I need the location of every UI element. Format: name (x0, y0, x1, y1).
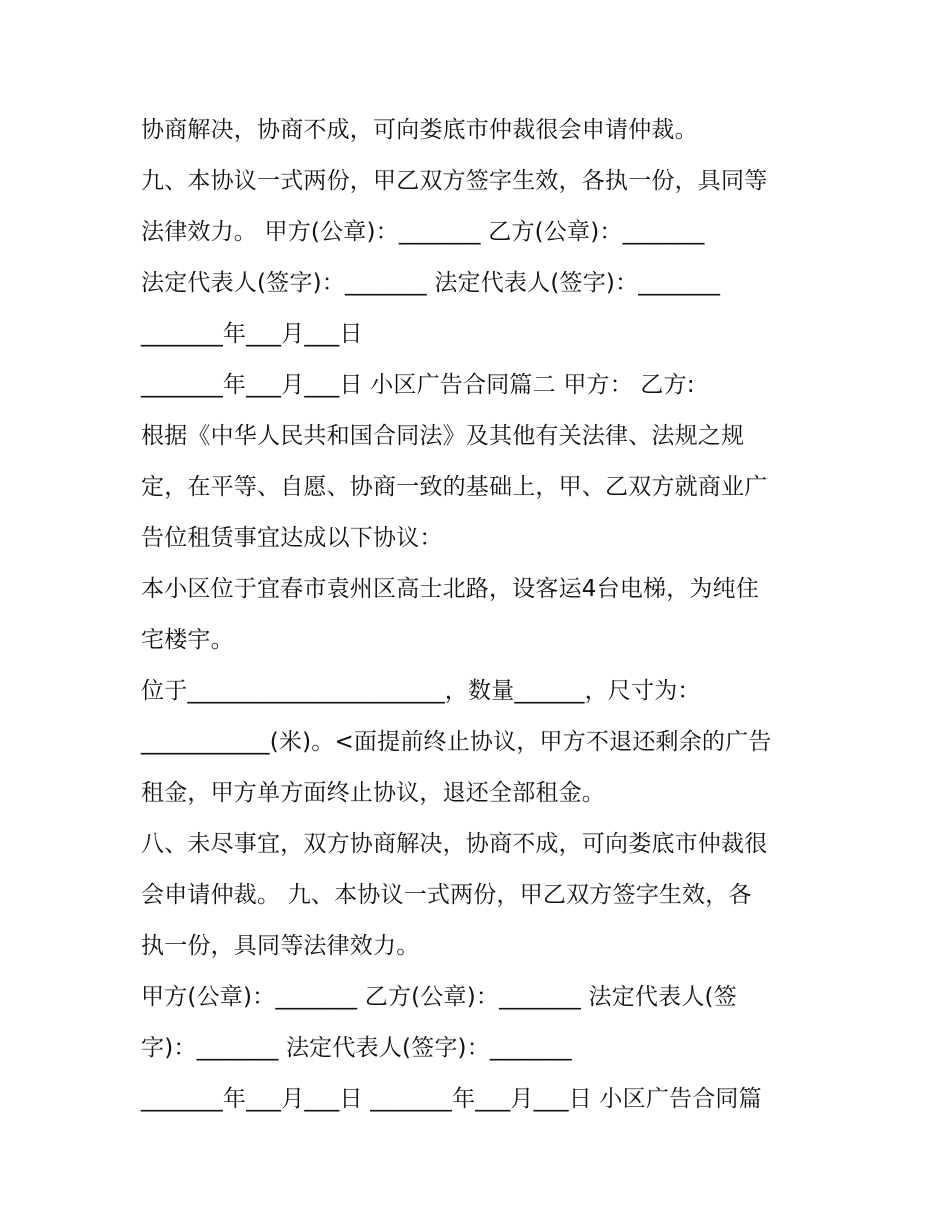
text-line: 会申请仲裁。 九、本协议一式两份，甲乙双方签字生效，各 (141, 882, 752, 908)
text-line: _______年___月___日 _______年___月___日 小区广告合同篇 (141, 1086, 762, 1112)
text-line: 定，在平等、自愿、协商一致的基础上，甲、乙双方就商业广 (141, 474, 768, 500)
text-line: 甲方(公章)：_______ 乙方(公章)：_______ 法定代表人(签 (141, 984, 737, 1010)
text-line: 八、未尽事宜，双方协商解决，协商不成，可向娄底市仲裁很 (141, 831, 768, 857)
text-line: 协商解决，协商不成，可向娄底市仲裁很会申请仲裁。 (141, 117, 698, 143)
text-line: 执一份，具同等法律效力。 (141, 933, 420, 959)
text-line: 租金，甲方单方面终止协议，退还全部租金。 (141, 780, 605, 806)
text-line: ___________(米)。<面提前终止协议，甲方不退还剩余的广告 (141, 729, 772, 755)
text-line: 字)：_______ 法定代表人(签字)：_______ (141, 1035, 572, 1061)
text-line: 根据《中华人民共和国合同法》及其他有关法律、法规之规 (141, 423, 745, 449)
text-line: _______年___月___日 小区广告合同篇二 甲方： 乙方: (141, 372, 695, 398)
text-line: 九、本协议一式两份，甲乙双方签字生效，各执一份，具同等 (141, 168, 768, 194)
text-line: 法定代表人(签字)：_______ 法定代表人(签字)：_______ (141, 270, 721, 296)
text-line: _______年___月___日 (141, 321, 363, 347)
text-line: 宅楼宇。 (141, 627, 234, 653)
text-line: 位于______________________，数量______，尺寸为： (141, 678, 701, 704)
text-line: 告位租赁事宜达成以下协议： (141, 525, 443, 551)
text-line: 法律效力。 甲方(公章)：_______ 乙方(公章)：_______ (141, 219, 705, 245)
text-line: 本小区位于宜春市袁州区高士北路，设客运4台电梯，为纯住 (141, 576, 760, 602)
